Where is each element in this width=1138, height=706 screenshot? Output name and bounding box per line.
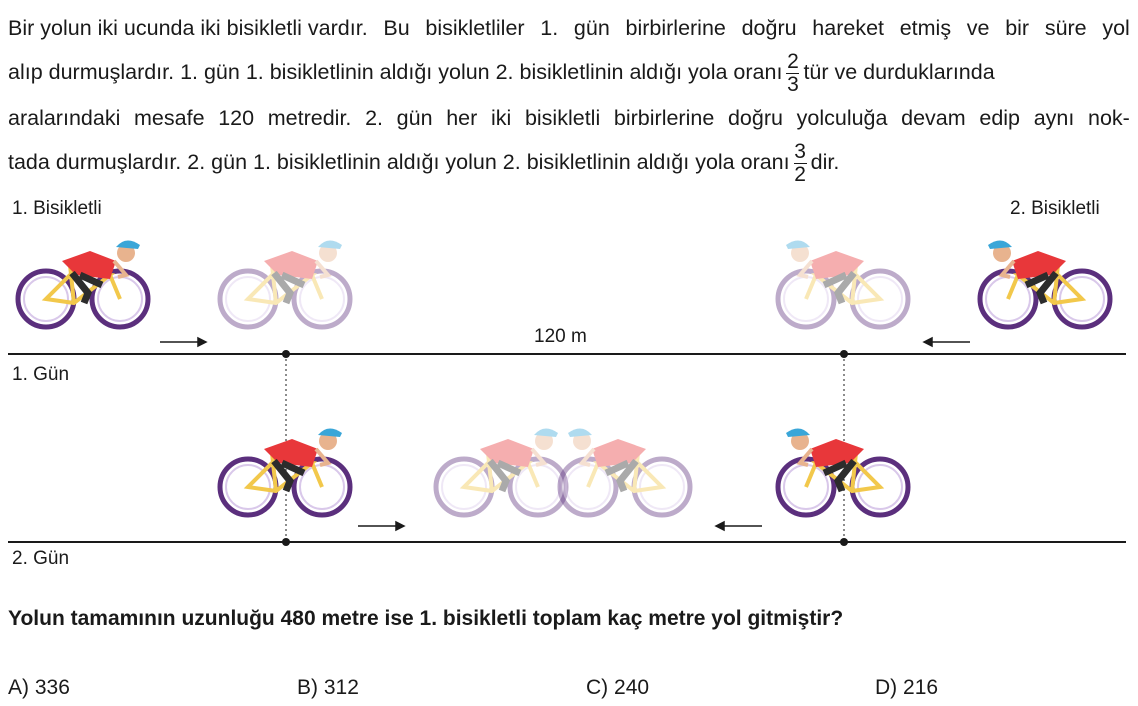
text-segment: nok- [1088, 105, 1130, 130]
day-2-label: 2. Gün [12, 548, 70, 569]
text-segment: 1. [540, 16, 559, 40]
text-segment: gün [396, 105, 433, 130]
option-c[interactable] [586, 676, 649, 700]
text-segment: alıp durmuşlardır. 1. gün 1. bisikletlinin aldığı yolun 2. bisikletlinin aldığı yola oranı [8, 60, 783, 84]
text-segment: aynı [1033, 105, 1075, 130]
text-segment: gün [573, 16, 610, 40]
text-segment: etmiş [899, 16, 952, 40]
option-b[interactable] [297, 676, 359, 700]
text-segment: iki [490, 105, 512, 130]
text-segment: ve [966, 16, 990, 40]
cyclist-1-day2-start [220, 428, 350, 515]
text-segment: metredir. [267, 105, 352, 130]
cyclist-2-meeting [560, 428, 690, 515]
option-value: 216 [903, 676, 939, 699]
text-segment: tada durmuşlardır. 2. gün 1. bisikletlinin aldığı yolun 2. bisikletlinin aldığı yola oranı [8, 149, 790, 174]
option-letter: C) [586, 676, 609, 699]
arrow-left-day1 [924, 338, 970, 346]
text-segment: yolculuğa [796, 105, 888, 130]
fraction-denominator: 3 [787, 72, 799, 96]
option-value: 240 [614, 676, 650, 699]
arrow-right-day1 [160, 338, 206, 346]
text-segment: birbirlerine [625, 16, 726, 40]
text-segment: yol [1102, 16, 1130, 40]
arrow-left-day2 [716, 522, 762, 530]
cyclist-1-label: 1. Bisikletli [12, 198, 102, 219]
cyclist-2-label: 2. Bisikletli [1010, 198, 1100, 219]
arrow-right-day2 [358, 522, 404, 530]
text-segment: her [446, 105, 478, 130]
text-segment: aralarındaki [8, 105, 121, 130]
option-value: 312 [323, 676, 359, 699]
text-segment: dir. [810, 149, 840, 174]
text-segment: tür ve durduklarında [803, 60, 995, 84]
text-segment: edip [979, 105, 1021, 130]
option-value: 336 [34, 676, 70, 699]
option-letter: D) [875, 676, 898, 699]
text-segment: süre [1044, 16, 1087, 40]
option-d[interactable] [875, 676, 938, 700]
cyclist-1-day1-stop [220, 240, 350, 327]
fraction-numerator: 2 [787, 49, 799, 73]
text-segment: hareket [812, 16, 884, 40]
text-segment: doğru [727, 105, 783, 130]
cyclist-1-start [18, 240, 148, 327]
option-letter: A) [8, 676, 29, 699]
text-segment: 2. [365, 105, 383, 130]
text-segment: Bir yolun iki ucunda iki bisikletli vardır. [8, 16, 368, 40]
cyclist-2-day2-start [778, 428, 908, 515]
text-segment: Bu [383, 16, 410, 40]
cyclist-2-start [980, 240, 1110, 327]
text-segment: bisikletli [524, 105, 601, 130]
text-segment: bisikletliler [425, 16, 525, 40]
text-segment: devam [901, 105, 966, 130]
text-segment: doğru [741, 16, 797, 40]
text-segment: birbirlerine [613, 105, 715, 130]
question-text: Yolun tamamının uzunluğu 480 metre ise 1. bisikletli toplam kaç metre yol gitmiştir? [8, 607, 844, 630]
fraction-denominator: 2 [794, 162, 806, 186]
text-segment: mesafe [134, 105, 205, 130]
cyclist-2-day1-stop [778, 240, 908, 327]
option-letter: B) [297, 676, 318, 699]
day-1-label: 1. Gün [12, 364, 70, 385]
distance-label: 120 m [534, 326, 587, 347]
text-segment: bir [1005, 16, 1030, 40]
fraction-numerator: 3 [794, 139, 806, 163]
option-a[interactable] [8, 676, 70, 700]
cyclist-1-meeting [436, 428, 566, 515]
text-segment: 120 [218, 105, 255, 130]
